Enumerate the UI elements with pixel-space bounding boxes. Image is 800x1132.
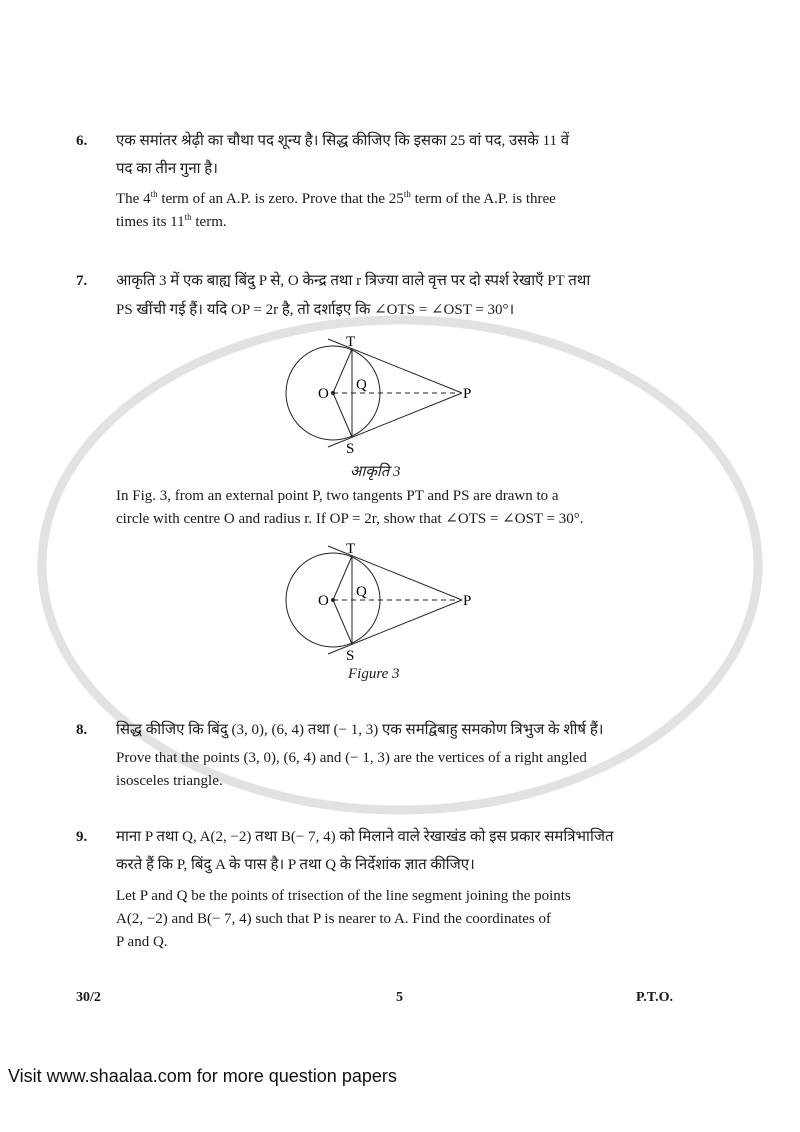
question-7-english-line: circle with centre O and radius r. If OP = 2r, show that ∠OTS = ∠OST = 30°. (116, 511, 584, 527)
question-7-hindi-line: आकृति 3 में एक बाह्य बिंदु P से, O केन्द्र तथा r त्रिज्या वाले वृत्त पर दो स्पर्श रेखाएँ PT तथा (116, 273, 591, 289)
question-9-english-line: P and Q. (116, 934, 168, 950)
visit-banner: Visit www.shaalaa.com for more question papers (8, 1066, 397, 1086)
question-number: 8. (76, 722, 88, 738)
label-p: P (463, 386, 472, 402)
paper-code: 30/2 (76, 990, 101, 1005)
label-q: Q (356, 377, 367, 393)
question-8-hindi-line: सिद्ध कीजिए कि बिंदु (3, 0), (6, 4) तथा (− 1, 3) एक समद्विबाहु समकोण त्रिभुज के शीर्ष हैं। (116, 722, 604, 738)
question-number: 9. (76, 829, 88, 845)
question-7-english-line: In Fig. 3, from an external point P, two tangents PT and PS are drawn to a (116, 488, 559, 504)
question-6-english-line: The 4th term of an A.P. is zero. Prove that the 25th term of the A.P. is three (116, 189, 556, 207)
question-6-hindi-line: पद का तीन गुना है। (116, 161, 218, 177)
label-t: T (346, 541, 356, 557)
label-s: S (346, 441, 355, 455)
figure-caption-english: Figure 3 (348, 666, 400, 682)
label-p: P (463, 593, 472, 609)
label-o: O (318, 593, 329, 609)
question-number: 7. (76, 273, 88, 289)
label-q: Q (356, 584, 367, 600)
question-8-english-line: isosceles triangle. (116, 773, 223, 789)
question-8-english-line: Prove that the points (3, 0), (6, 4) and (− 1, 3) are the vertices of a right angled (116, 750, 587, 766)
question-number: 6. (76, 133, 88, 149)
page-number: 5 (396, 990, 403, 1005)
label-o: O (318, 386, 329, 402)
question-6-hindi-line: एक समांतर श्रेढ़ी का चौथा पद शून्य है। सिद्ध कीजिए कि इसका 25 वां पद, उसके 11 वें (116, 133, 570, 149)
question-6-english-line: times its 11th term. (116, 212, 227, 230)
figure-3-english (270, 537, 490, 662)
question-7-hindi-line: PS खींची गई हैं। यदि OP = 2r है, तो दर्शाइए कि ∠OTS = ∠OST = 30°। (116, 302, 515, 318)
figure-3-hindi (270, 330, 490, 455)
please-turn-over: P.T.O. (636, 990, 673, 1005)
question-9-english-line: A(2, −2) and B(− 7, 4) such that P is nearer to A. Find the coordinates of (116, 911, 552, 927)
label-t: T (346, 334, 356, 350)
figure-caption-hindi: आकृति 3 (350, 464, 401, 480)
question-9-hindi-line: माना P तथा Q, A(2, −2) तथा B(− 7, 4) को मिलाने वाले रेखाखंड को इस प्रकार समत्रिभाजित (116, 829, 614, 845)
question-9-hindi-line: करते हैं कि P, बिंदु A के पास है। P तथा Q के निर्देशांक ज्ञात कीजिए। (116, 857, 475, 873)
question-9-english-line: Let P and Q be the points of trisection of the line segment joining the points (116, 888, 571, 904)
label-s: S (346, 648, 355, 662)
